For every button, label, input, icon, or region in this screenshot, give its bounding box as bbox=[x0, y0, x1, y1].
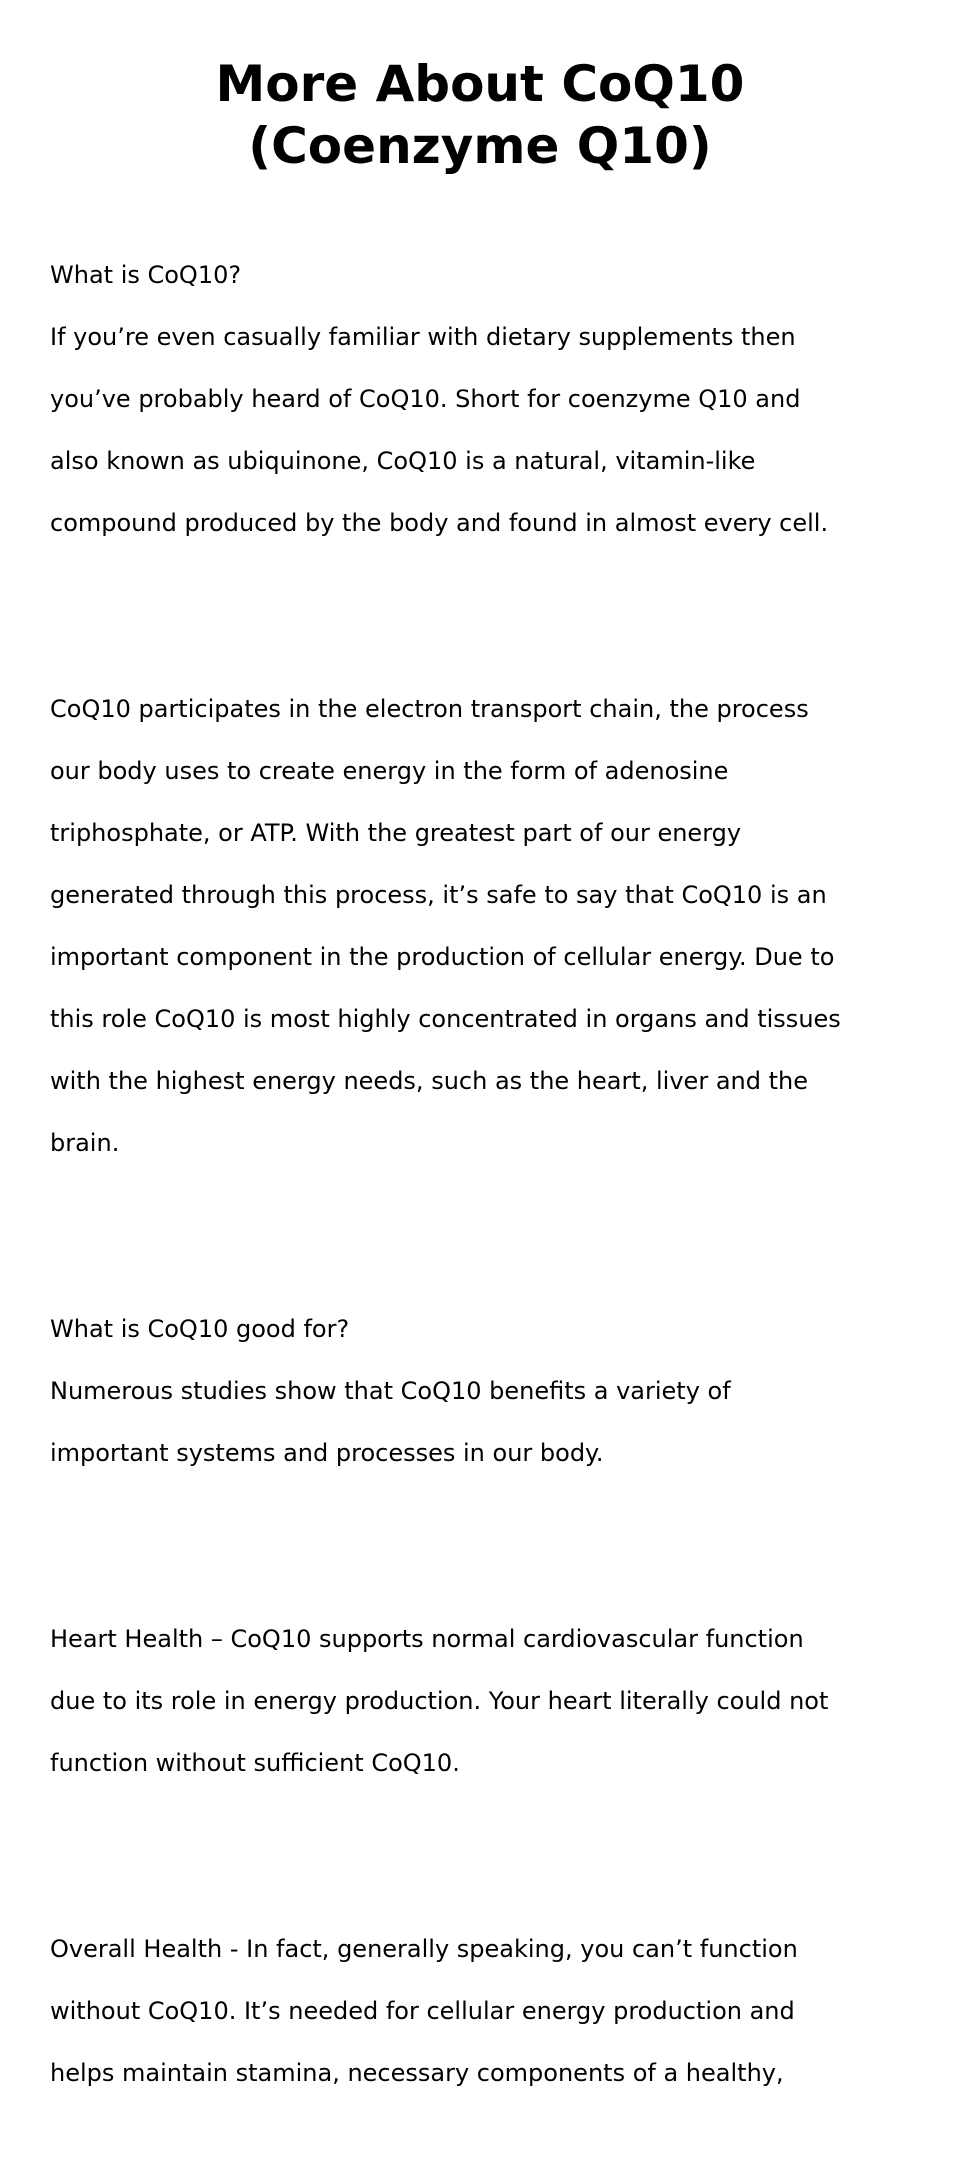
paragraph-line: you’ve probably heard of CoQ10. Short for coenzyme Q10 and bbox=[50, 385, 801, 413]
section-heart-health bbox=[50, 1593, 910, 1810]
paragraph-line: compound produced by the body and found in almost every cell. bbox=[50, 509, 829, 537]
section-heading: What is CoQ10 good for? bbox=[50, 1315, 350, 1343]
section-heading: What is CoQ10? bbox=[50, 261, 242, 289]
page-title bbox=[50, 0, 910, 177]
paragraph-line: triphosphate, or ATP. With the greatest part of our energy bbox=[50, 819, 742, 847]
paragraph-line: generated through this process, it’s safe to say that CoQ10 is an bbox=[50, 881, 827, 909]
paragraph-line: function without sufficient CoQ10. bbox=[50, 1749, 460, 1777]
paragraph-line: our body uses to create energy in the form of adenosine bbox=[50, 757, 729, 785]
paragraph-line: also known as ubiquinone, CoQ10 is a natural, vitamin-like bbox=[50, 447, 756, 475]
paragraph-line: important systems and processes in our body. bbox=[50, 1439, 604, 1467]
paragraph-line: this role CoQ10 is most highly concentrated in organs and tissues bbox=[50, 1005, 841, 1033]
section-good-for bbox=[50, 1283, 910, 1500]
paragraph-line: important component in the production of cellular energy. Due to bbox=[50, 943, 835, 971]
section-what-is bbox=[50, 229, 910, 570]
paragraph-line: CoQ10 participates in the electron transport chain, the process bbox=[50, 695, 809, 723]
section-overall-health bbox=[50, 1903, 910, 2120]
paragraph-line: brain. bbox=[50, 1129, 120, 1157]
paragraph-line: due to its role in energy production. Your heart literally could not bbox=[50, 1687, 829, 1715]
paragraph-line: Numerous studies show that CoQ10 benefits a variety of bbox=[50, 1377, 731, 1405]
title-line-1: More About CoQ10 bbox=[215, 55, 745, 113]
title-line-2: (Coenzyme Q10) bbox=[248, 117, 712, 175]
paragraph-line: with the highest energy needs, such as the heart, liver and the bbox=[50, 1067, 808, 1095]
section-electron-transport bbox=[50, 663, 910, 1190]
paragraph-line: If you’re even casually familiar with dietary supplements then bbox=[50, 323, 796, 351]
paragraph-line: helps maintain stamina, necessary components of a healthy, bbox=[50, 2059, 784, 2087]
paragraph-line: Overall Health - In fact, generally speaking, you can’t function bbox=[50, 1935, 798, 1963]
article-body bbox=[50, 198, 910, 2182]
paragraph-line: Heart Health – CoQ10 supports normal cardiovascular function bbox=[50, 1625, 804, 1653]
paragraph-line: without CoQ10. It’s needed for cellular energy production and bbox=[50, 1997, 795, 2025]
